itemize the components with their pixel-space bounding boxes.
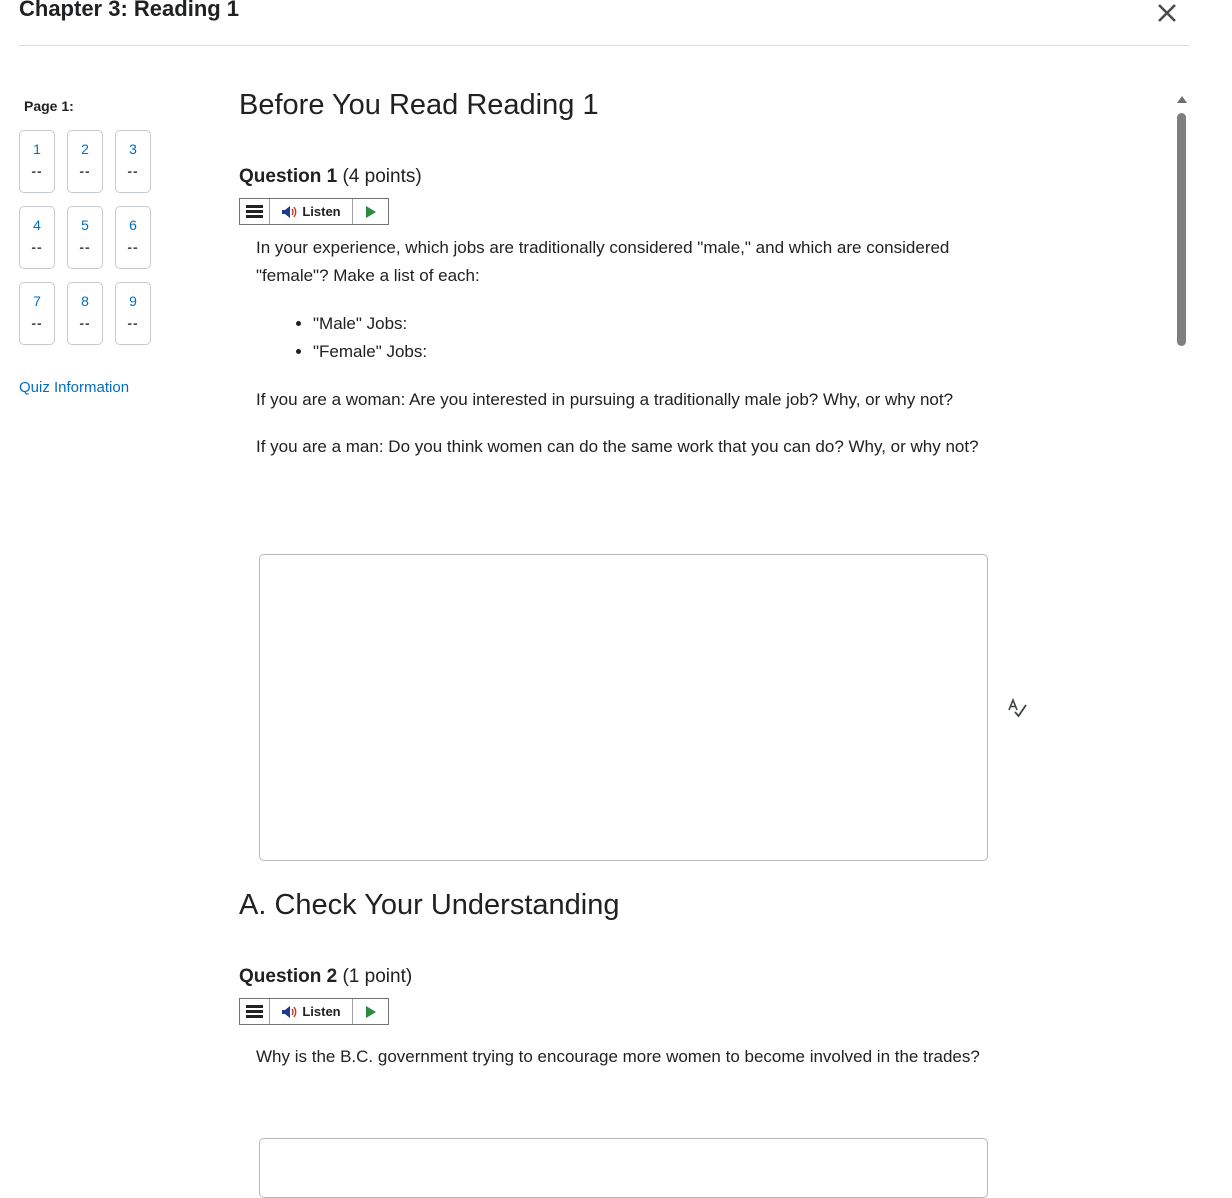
- question-nav-5[interactable]: [67, 206, 103, 269]
- question-number: 1: [33, 141, 41, 157]
- listen-label: Listen: [302, 1004, 341, 1019]
- question-number: 3: [129, 141, 137, 157]
- question-nav-9[interactable]: [115, 282, 151, 345]
- question-label: Question 2: [239, 966, 338, 987]
- question-2-text: [256, 1043, 986, 1071]
- listen-button[interactable]: [270, 199, 353, 224]
- listen-menu-button[interactable]: [240, 199, 270, 224]
- answer-textarea-1[interactable]: [259, 554, 988, 861]
- question-number: 4: [33, 217, 41, 233]
- question-2-header: [239, 966, 412, 988]
- scroll-up-arrow-icon[interactable]: [1177, 96, 1187, 103]
- section-title-before-you-read: Before You Read Reading 1: [239, 89, 599, 121]
- question-prompt: In your experience, which jobs are traditionally considered "male," and which are considered "female"? Make a list of each:: [256, 238, 950, 285]
- question-1-text: [256, 234, 986, 461]
- job-list: [256, 310, 986, 366]
- question-label: Question 1: [239, 166, 338, 187]
- question-number: 9: [129, 293, 137, 309]
- listen-toolbar: [239, 198, 389, 225]
- question-nav-8[interactable]: [67, 282, 103, 345]
- listen-menu-button[interactable]: [240, 999, 270, 1024]
- section-title-check-understanding: A. Check Your Understanding: [239, 889, 620, 921]
- speaker-icon: [281, 1005, 299, 1019]
- play-icon: [365, 1005, 377, 1019]
- question-points: (1 point): [342, 966, 413, 987]
- question-nav-2[interactable]: [67, 130, 103, 193]
- question-number: 8: [81, 293, 89, 309]
- scrollbar-thumb[interactable]: [1177, 113, 1186, 346]
- question-1-header: [239, 166, 422, 188]
- question-status: --: [127, 163, 139, 179]
- question-status: --: [31, 239, 43, 255]
- page-title: Chapter 3: Reading 1: [19, 0, 240, 21]
- question-nav-4[interactable]: [19, 206, 55, 269]
- question-number: 2: [81, 141, 89, 157]
- listen-toolbar: [239, 998, 389, 1025]
- question-points: (4 points): [342, 166, 422, 187]
- question-prompt-woman: If you are a woman: Are you interested in pursuing a traditionally male job? Why, or why not?: [256, 390, 954, 409]
- listen-label: Listen: [302, 204, 341, 219]
- question-nav-7[interactable]: [19, 282, 55, 345]
- question-number: 6: [129, 217, 137, 233]
- question-status: --: [79, 239, 91, 255]
- play-icon: [365, 205, 377, 219]
- question-nav-3[interactable]: [115, 130, 151, 193]
- quiz-content: [239, 0, 1159, 1153]
- speaker-icon: [281, 205, 299, 219]
- question-status: --: [31, 163, 43, 179]
- question-number: 7: [33, 293, 41, 309]
- list-item: • "Male" Jobs:: [313, 310, 986, 338]
- question-nav-1[interactable]: [19, 130, 55, 193]
- quiz-information-link[interactable]: Quiz Information: [19, 379, 130, 396]
- question-nav-6[interactable]: [115, 206, 151, 269]
- play-button[interactable]: [353, 999, 388, 1024]
- question-prompt: Why is the B.C. government trying to encourage more women to become involved in the trades?: [256, 1047, 980, 1066]
- play-button[interactable]: [353, 199, 388, 224]
- question-status: --: [79, 163, 91, 179]
- question-prompt-man: If you are a man: Do you think women can do the same work that you can do? Why, or why not?: [256, 437, 979, 456]
- question-status: --: [31, 315, 43, 331]
- question-status: --: [79, 315, 91, 331]
- question-status: --: [127, 239, 139, 255]
- menu-icon: [246, 1005, 263, 1018]
- question-status: --: [127, 315, 139, 331]
- question-number: 5: [81, 217, 89, 233]
- listen-button[interactable]: [270, 999, 353, 1024]
- list-item: • "Female" Jobs:: [313, 338, 986, 366]
- spell-check-icon[interactable]: [1006, 697, 1028, 719]
- page-label: Page 1:: [24, 98, 74, 114]
- answer-textarea-2[interactable]: [259, 1138, 988, 1198]
- menu-icon: [246, 205, 263, 218]
